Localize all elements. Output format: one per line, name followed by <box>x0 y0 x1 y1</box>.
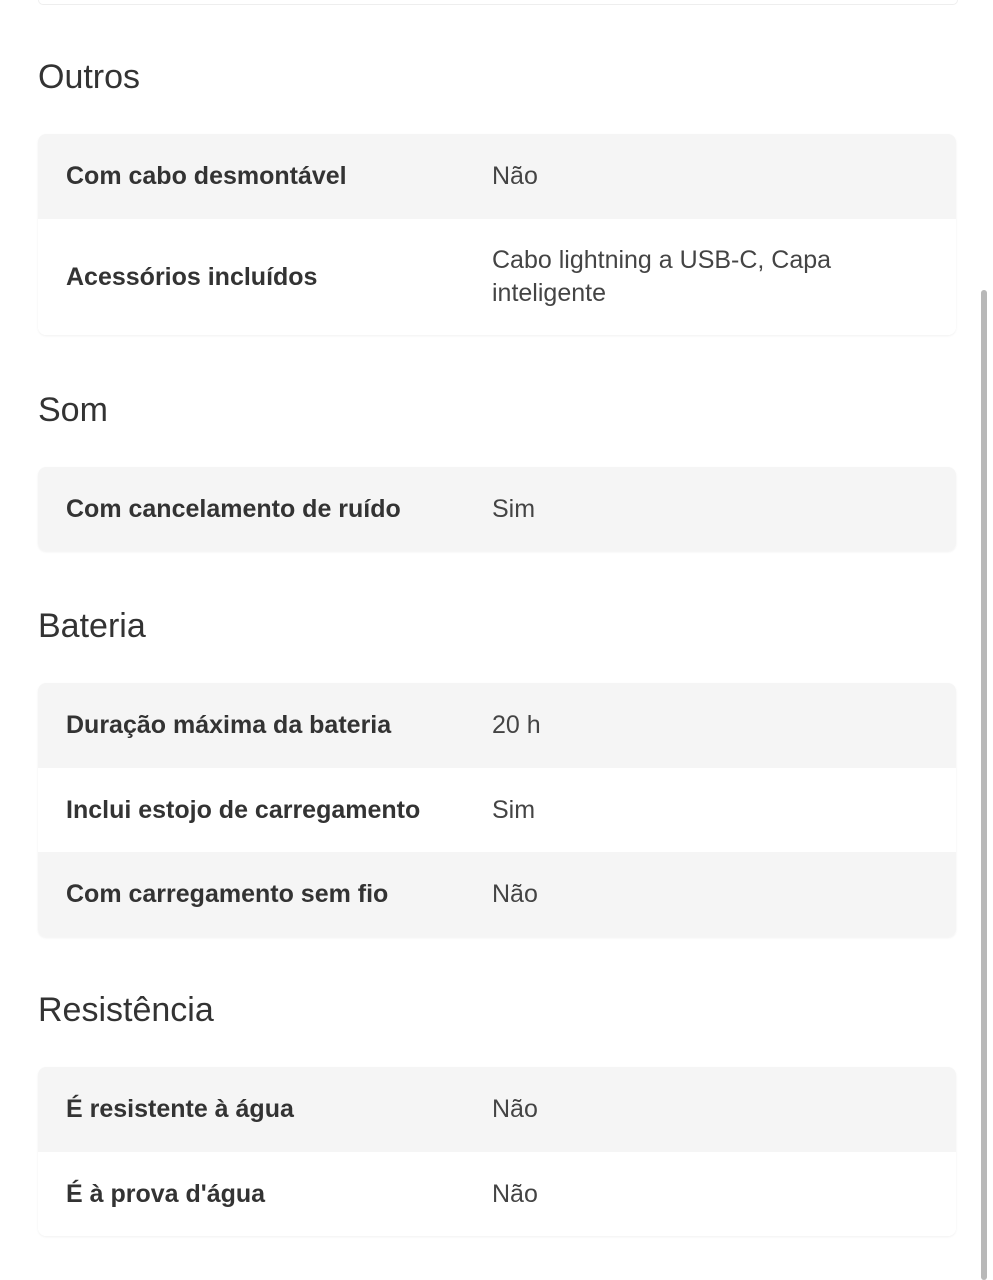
spec-value: Não <box>492 162 538 190</box>
spec-label: É à prova d'água <box>66 1179 266 1208</box>
spec-value: Não <box>492 880 538 908</box>
spec-value: Sim <box>492 494 536 523</box>
spec-row <box>38 1152 956 1236</box>
spec-label: Duração máxima da bateria <box>66 711 392 739</box>
spec-table-resistencia <box>38 1067 956 1236</box>
spec-label: Com cabo desmontável <box>66 162 347 190</box>
section-title-outros: Outros <box>38 58 141 96</box>
spec-value: Não <box>492 1095 538 1123</box>
spec-value: Cabo lightning a USB-C, Capa inteligente <box>492 246 832 307</box>
spec-table-outros <box>38 134 956 335</box>
spec-row <box>38 1067 956 1152</box>
spec-row <box>38 467 956 551</box>
spec-row <box>38 852 956 937</box>
section-title-som: Som <box>38 391 108 429</box>
scrollbar[interactable] <box>981 290 987 1280</box>
section-title-resistencia: Resistência <box>38 991 214 1029</box>
spec-row <box>38 683 956 768</box>
spec-label: Acessórios incluídos <box>66 262 318 291</box>
spec-label: Inclui estojo de carregamento <box>66 795 421 824</box>
spec-value: 20 h <box>492 711 541 739</box>
scrollbar-thumb[interactable] <box>981 290 987 1280</box>
spec-row <box>38 219 956 335</box>
section-title-bateria: Bateria <box>38 607 146 645</box>
previous-spec-table-edge <box>38 0 958 5</box>
spec-row <box>38 134 956 219</box>
spec-label: É resistente à água <box>66 1095 294 1123</box>
spec-label: Com carregamento sem fio <box>66 880 389 908</box>
spec-label: Com cancelamento de ruído <box>66 494 401 523</box>
spec-row <box>38 768 956 852</box>
spec-value: Não <box>492 1179 538 1208</box>
spec-table-bateria <box>38 683 956 937</box>
spec-table-som <box>38 467 956 551</box>
spec-value: Sim <box>492 795 536 824</box>
